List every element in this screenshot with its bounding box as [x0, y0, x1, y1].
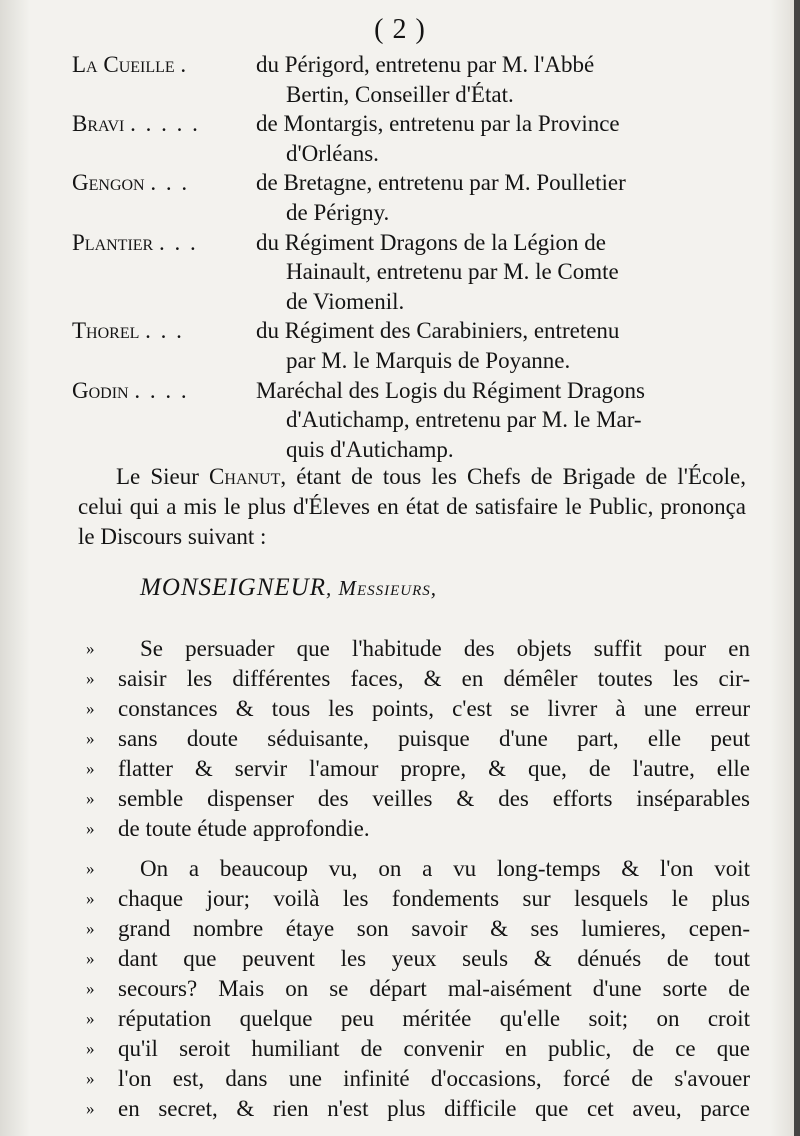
entry-line: par M. le Marquis de Poyanne.	[286, 347, 571, 373]
entry-name-text: Bravi	[72, 111, 125, 137]
quote-mark: »	[86, 759, 95, 778]
quote-mark: »	[86, 1099, 95, 1118]
quote-line	[78, 694, 750, 724]
quote-mark: »	[86, 789, 95, 808]
quote-line	[78, 1094, 750, 1124]
entry-line: de Périgny.	[286, 199, 390, 225]
entry-line: du Régiment Dragons de la Légion de	[256, 229, 607, 255]
quote-line	[78, 724, 750, 754]
entry-description	[256, 168, 752, 227]
entry-line: d'Autichamp, entretenu par M. le Mar-	[286, 407, 642, 433]
intro-text-after: , étant de tous les Chefs de Brigade de l'École, celui qui a mis le plus d'Éleves en état de satisfaire le Public, prononça le Discours suivant :	[78, 464, 746, 549]
entry-name	[72, 376, 256, 465]
quote-line	[78, 814, 750, 844]
entry-line: Hainault, entretenu par M. le Comte	[286, 259, 619, 285]
quote-line-text: l'on est, dans une infinité d'occasions, forcé de s'avouer	[118, 1066, 750, 1091]
quote-mark: »	[86, 819, 95, 838]
entry-row	[72, 168, 752, 227]
quote-mark: »	[86, 979, 95, 998]
entry-name	[72, 228, 256, 317]
quote-line	[78, 754, 750, 784]
quote-line-text: qu'il seroit humiliant de convenir en public, de ce que	[118, 1036, 750, 1061]
quote-line	[78, 914, 750, 944]
entry-leader-dots: . . . .	[134, 377, 189, 403]
entry-name-text: Gengon	[72, 170, 145, 196]
quote-mark: »	[86, 919, 95, 938]
quote-mark: »	[86, 669, 95, 688]
entry-leader-dots: . . .	[150, 170, 190, 196]
entry-description	[256, 316, 752, 375]
intro-name: Chanut	[209, 464, 281, 489]
entry-row	[72, 109, 752, 168]
entry-name	[72, 316, 256, 375]
entry-description	[256, 228, 752, 317]
heading-rest: , Messieurs,	[325, 576, 438, 600]
quote-line-text: Se persuader que l'habitude des objets suffit pour en	[140, 636, 750, 661]
entry-line: du Régiment des Carabiniers, entretenu	[256, 318, 620, 344]
entry-name-text: Thorel	[72, 318, 140, 344]
quote-mark: »	[86, 729, 95, 748]
quote-line	[78, 854, 750, 884]
intro-text-before: Le Sieur	[116, 464, 210, 489]
quote-mark: »	[86, 1069, 95, 1088]
quote-line	[78, 784, 750, 814]
quote-mark: »	[86, 1039, 95, 1058]
page-number: ( 2 )	[374, 14, 426, 45]
entry-row	[72, 376, 752, 465]
intro-paragraph	[78, 462, 746, 552]
heading-main: MONSEIGNEUR	[140, 574, 326, 601]
entry-row	[72, 50, 752, 109]
entry-leader-dots: . . .	[158, 229, 198, 255]
quote-mark: »	[86, 859, 95, 878]
quote-mark: »	[86, 1009, 95, 1028]
entry-name-text: Godin	[72, 377, 129, 403]
quote-line	[78, 664, 750, 694]
entry-description	[256, 109, 752, 168]
entry-line: de Montargis, entretenu par la Province	[256, 111, 620, 137]
entry-leader-dots: .	[180, 52, 189, 77]
entries-list	[72, 50, 752, 464]
entry-name	[72, 109, 256, 168]
speech-heading	[140, 574, 437, 602]
quote-line-text: chaque jour; voilà les fondements sur lesquels le plus	[118, 886, 750, 911]
entry-name	[72, 168, 256, 227]
quote-line-text: en secret, & rien n'est plus difficile que cet aveu, parce	[118, 1096, 750, 1121]
entry-line: Maréchal des Logis du Régiment Dragons	[256, 377, 645, 403]
quote-line-text: secours? Mais on se départ mal-aisément d'une sorte de	[118, 976, 750, 1001]
entry-line: d'Orléans.	[286, 140, 379, 166]
entry-line: du Périgord, entretenu par M. l'Abbé	[256, 52, 595, 77]
entry-line: quis d'Autichamp.	[286, 436, 454, 462]
quote-line-text: réputation quelque peu méritée qu'elle soit; on croit	[118, 1006, 750, 1031]
quote-line-text: semble dispenser des veilles & des efforts inséparables	[118, 786, 750, 811]
entry-row	[72, 316, 752, 375]
entry-line: de Bretagne, entretenu par M. Poulletier	[256, 170, 626, 196]
quote-line-text: On a beaucoup vu, on a vu long-temps & l'on voit	[140, 856, 750, 881]
quote-line-text: saisir les différentes faces, & en démêler toutes les cir-	[118, 666, 750, 691]
quote-line	[78, 884, 750, 914]
entry-name-text: Plantier	[72, 229, 154, 255]
quote-mark: »	[86, 889, 95, 908]
entry-name-text: La Cueille	[72, 52, 175, 77]
quote-line	[78, 944, 750, 974]
quote-line-text: grand nombre étaye son savoir & ses lumieres, cepen-	[118, 916, 750, 941]
quote-line	[78, 974, 750, 1004]
quote-line-text: sans doute séduisante, puisque d'une part, elle peut	[118, 726, 750, 751]
quote-line	[78, 634, 750, 664]
quote-mark: »	[86, 639, 95, 658]
quote-line-text: flatter & servir l'amour propre, & que, de l'autre, elle	[118, 756, 750, 781]
entry-leader-dots: . . . . .	[130, 111, 200, 137]
quote-line-text: dant que peuvent les yeux seuls & dénués de tout	[118, 946, 750, 971]
quote-line	[78, 1064, 750, 1094]
quote-mark: »	[86, 699, 95, 718]
quote-line-text: constances & tous les points, c'est se livrer à une erreur	[118, 696, 750, 721]
entry-leader-dots: . . .	[145, 318, 184, 344]
entry-row	[72, 228, 752, 317]
quote-mark: »	[86, 949, 95, 968]
page-edge-shadow	[794, 0, 800, 1136]
entry-description	[256, 50, 752, 109]
entry-description	[256, 376, 752, 465]
entry-line: de Viomenil.	[286, 288, 405, 314]
quote-line	[78, 1034, 750, 1064]
quote-paragraph-1	[78, 634, 750, 844]
entry-line: Bertin, Conseiller d'État.	[286, 81, 514, 107]
entry-name	[72, 50, 256, 109]
quote-line-text: de toute étude approfondie.	[118, 816, 370, 841]
quote-paragraph-2	[78, 854, 750, 1124]
quote-line	[78, 1004, 750, 1034]
